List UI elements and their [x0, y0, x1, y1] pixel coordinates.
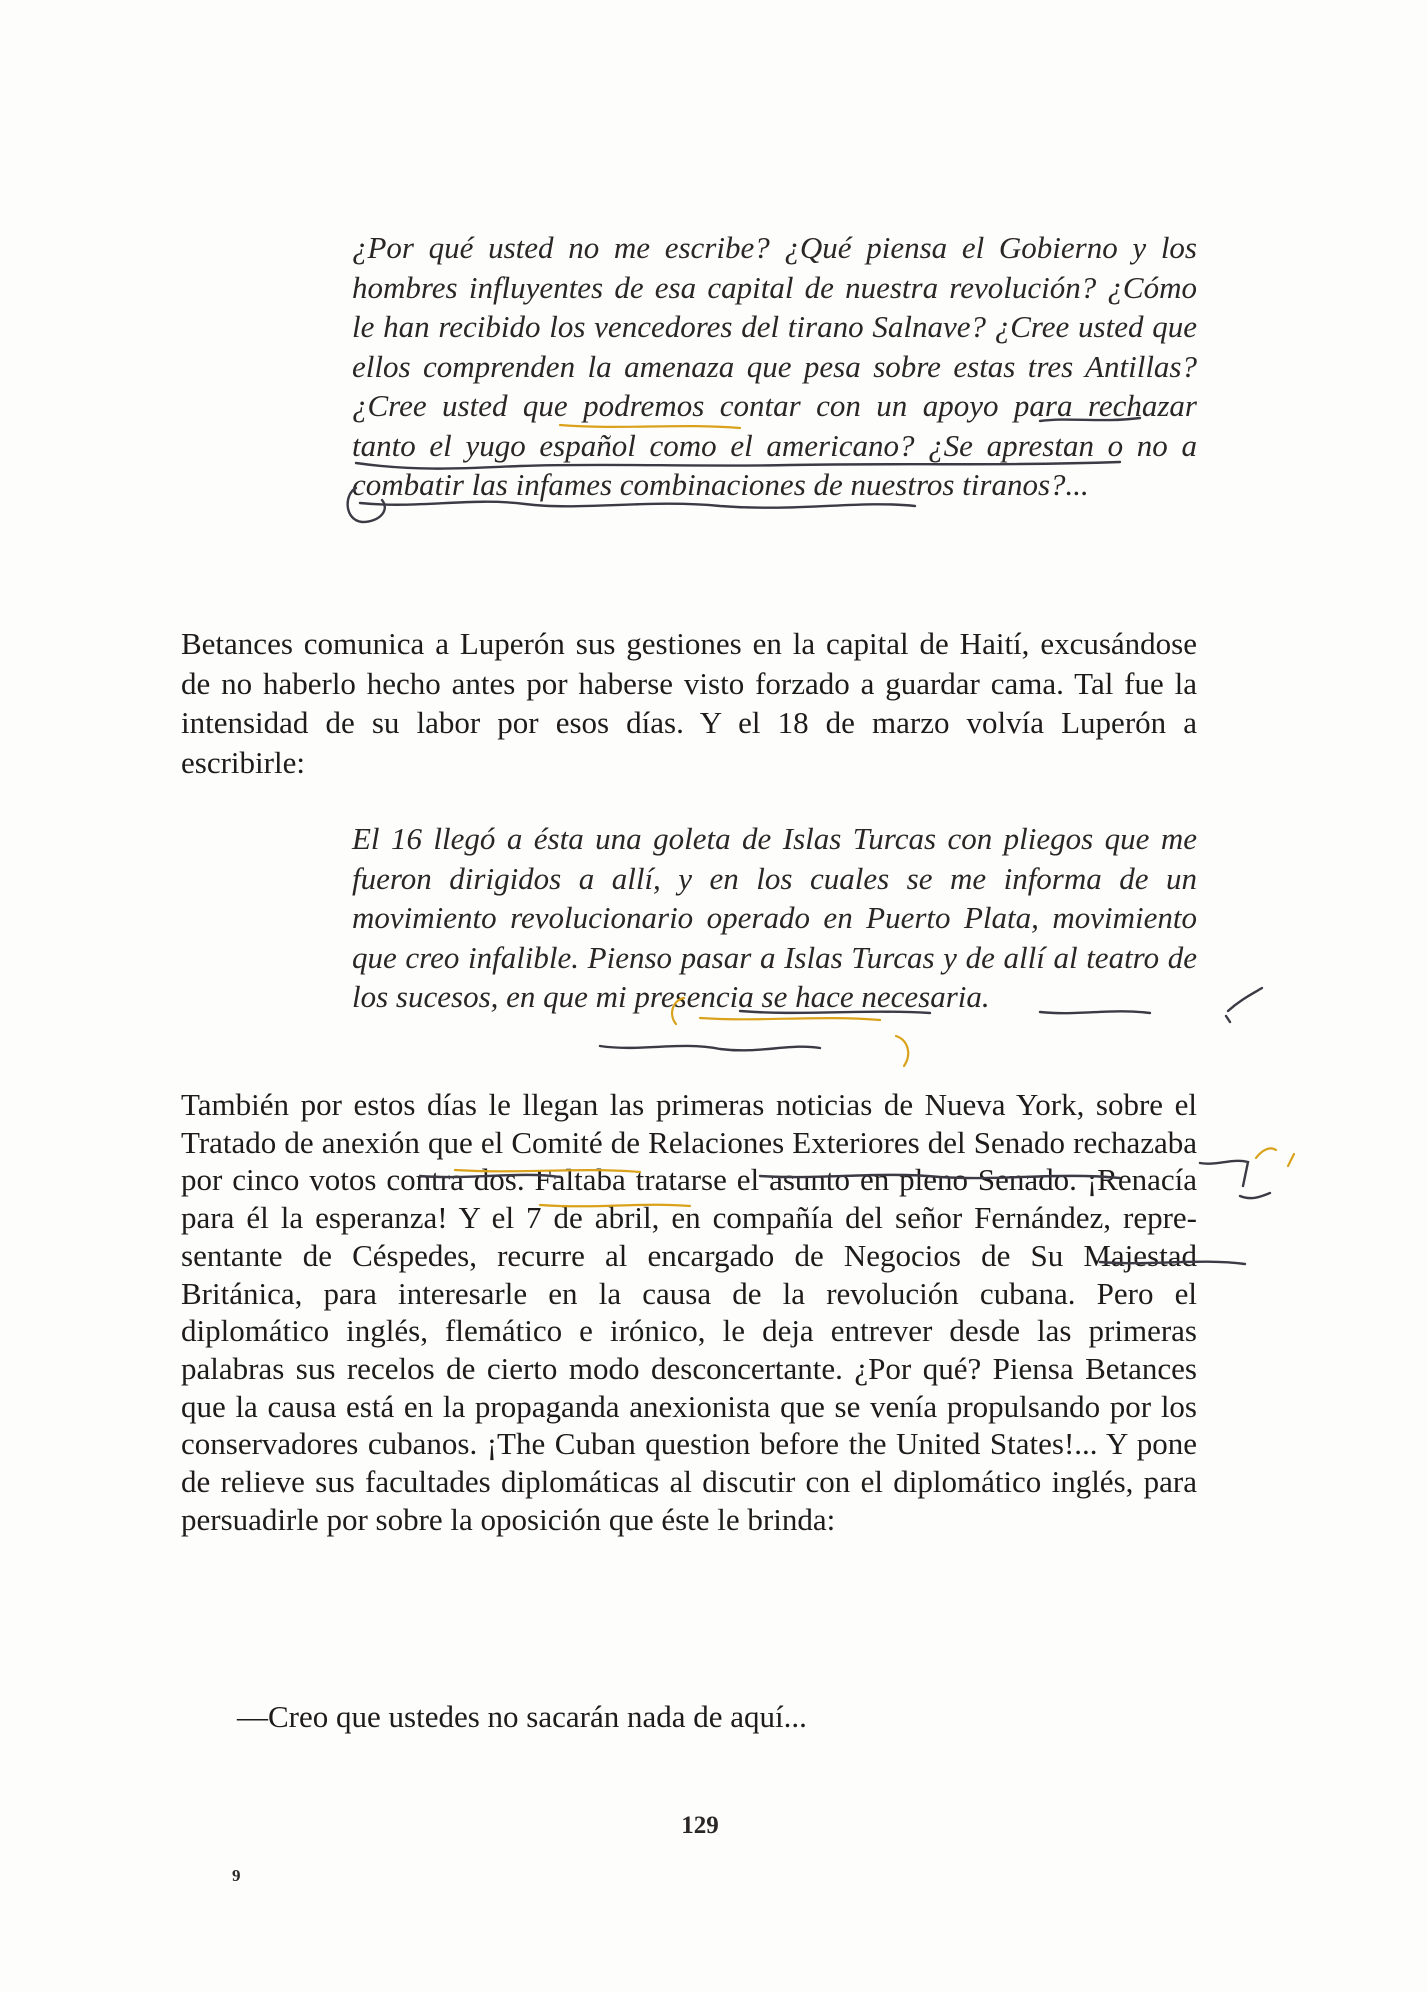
highlighter-bracket-necesaria: [896, 1036, 908, 1066]
pen-margin-bracket-2: [1240, 1193, 1270, 1198]
body-paragraph-tratado-anexion: También por estos días le llegan las primeras noticias de Nueva York, sobre el Tratado de anexión que el Comité de Relaciones Exteriores del Senado rechazaba por cinco votos contra dos. Faltaba tratarse el asunto en pleno Senado. ¡Renacía para él la esperanza! Y el 7 de abril, en compañía del señor Fernández, representante de Céspedes, recurre al encargado de Negocios de Su Majestad Británica, para interesarle en la causa de la revolución cubana. Pero el diplomático inglés, flemático e irónico, le deja entrever desde las primeras palabras sus recelos de cierto modo desconcertante. ¿Por qué? Piensa Betances que la causa está en la propaganda anexionista que se venía propulsando por los conservadores cubanos. ¡The Cuban question before the United States!... Y pone de relieve sus facultades diplomáticas al discutir con el diplomático inglés, para persuadirle por sobre la oposición que éste le brinda:: [181, 1087, 1197, 1537]
highlighter-margin-mark: [1256, 1148, 1276, 1158]
pen-tick-margin: [1228, 988, 1262, 1011]
pen-margin-bracket-1: [1200, 1161, 1248, 1186]
block-quote-march-letter: El 16 llegó a ésta una goleta de Islas Turcas con pliegos que me fueron dirigidos a allí, y en los cuales se me informa de un movimiento revolucionario operado en Puerto Plata, movimiento que creo infalible. Pienso pasar a Islas Turcas y de allí al teatro de los sucesos, en que mi presencia se hace necesaria.: [352, 821, 1197, 1014]
block-quote-luperon-letter: ¿Por qué usted no me escribe? ¿Qué piensa el Gobierno y los hombres influyentes de esa capital de nuestra revolución? ¿Cómo le han recibido los vencedores del tirano Salnave? ¿Cree usted que ellos comprenden la amenaza que pesa sobre estas tres Antillas? ¿Cree usted que podremos contar con un apoyo para rechazar tanto el yugo español como el americano? ¿Se aprestan o no a combatir las infames combinaciones de nuestros tiranos?...: [352, 230, 1197, 502]
pen-tick-margin-lower: [1226, 1016, 1230, 1022]
body-paragraph-betances-gestiones: Betances comunica a Luperón sus gestiones en la capital de Haití, excusándose de no haberlo hecho antes por haberse visto forzado a guardar cama. Tal fue la intensidad de su labor por esos días. Y el 18 de marzo volvía Luperón a escribirle:: [181, 626, 1197, 780]
highlighter-margin-mark-2: [1288, 1154, 1294, 1166]
page-number: 129: [681, 1812, 719, 1839]
highlighter-underline-de-alli: [700, 1018, 880, 1020]
printer-signature-mark: 9: [232, 1866, 241, 1885]
pen-underline-necesaria: [600, 1046, 820, 1050]
dialogue-line: —Creo que ustedes no sacarán nada de aquí...: [237, 1699, 807, 1734]
